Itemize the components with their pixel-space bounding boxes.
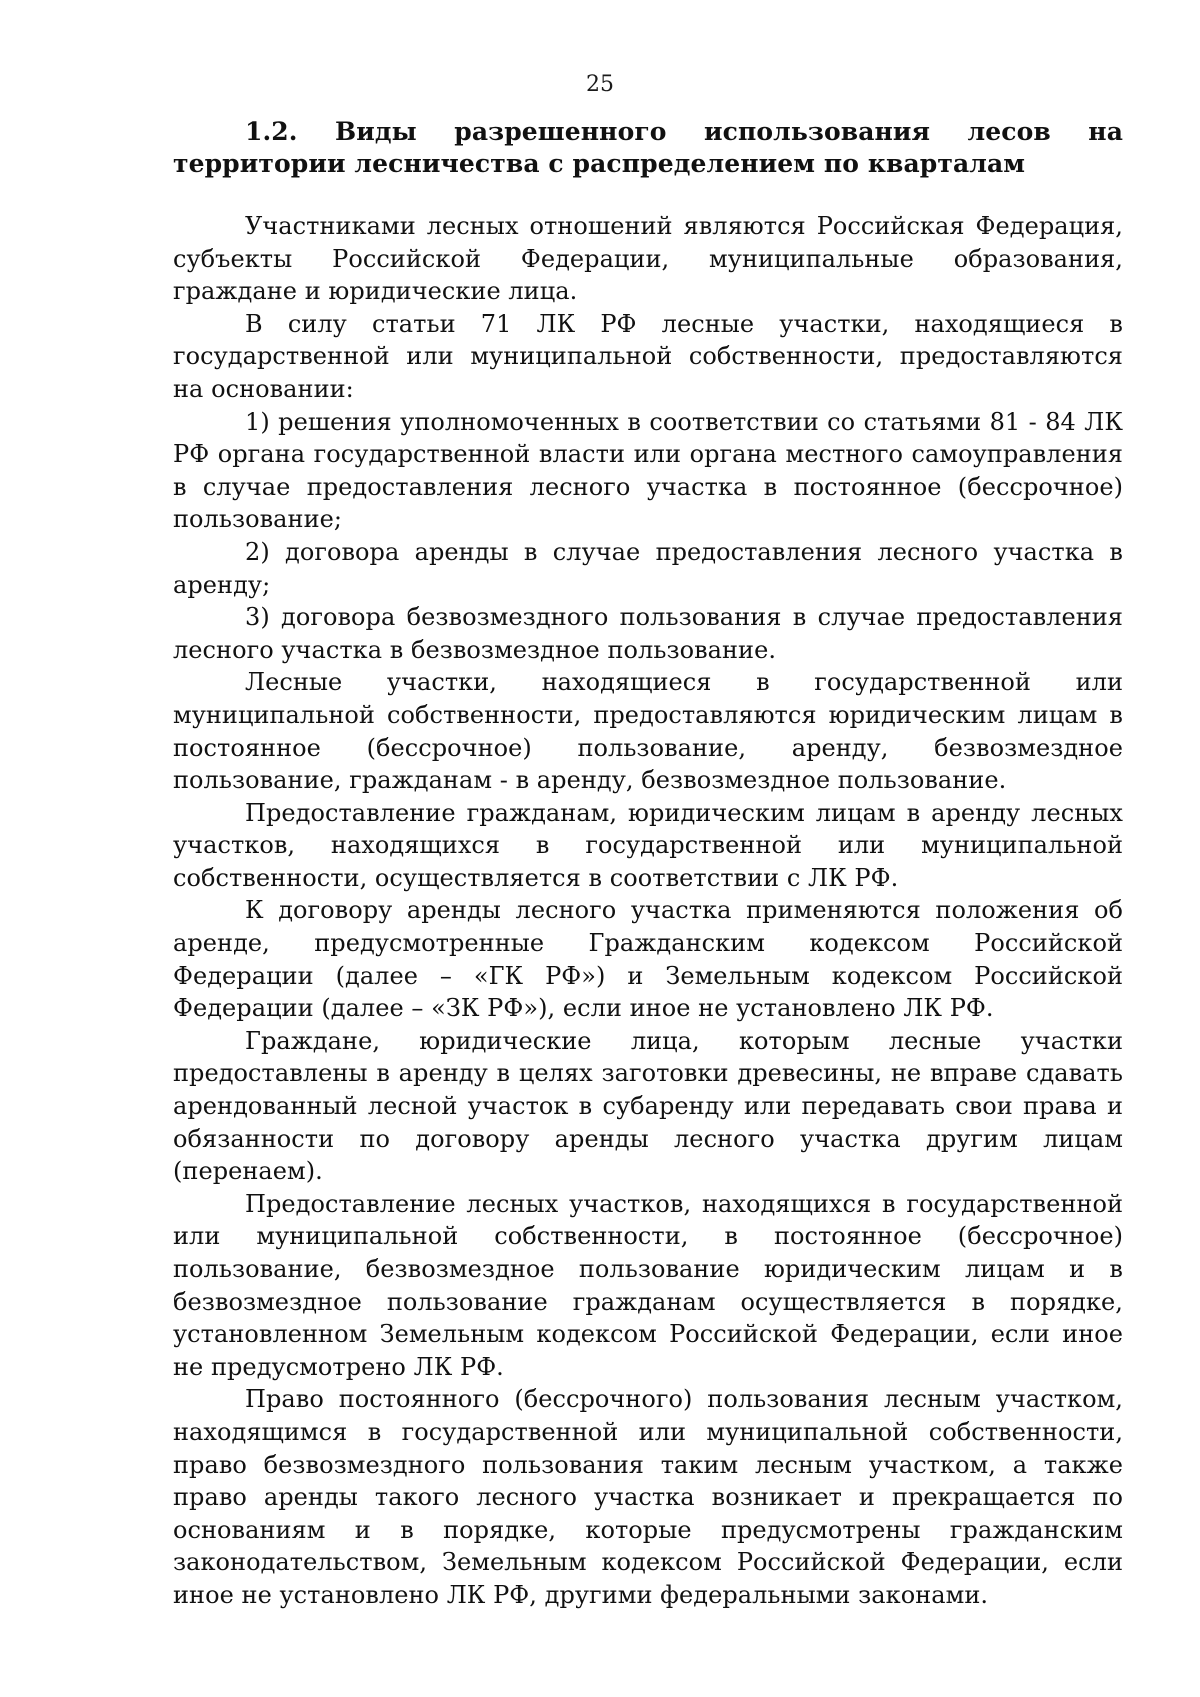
list-item-paragraph: 3) договора безвозмездного пользования в случае предоставления лесного участка в безвозмездное пользование. <box>173 603 1123 664</box>
paragraph: Участниками лесных отношений являются Российская Федерация, субъекты Российской Федерации, муниципальные образования, граждане и юридические лица. <box>173 212 1123 306</box>
paragraph: Граждане, юридические лица, которым лесные участки предоставлены в аренду в целях заготовки древесины, не вправе сдавать арендованный лесной участок в субаренду или передавать свои права и обязанности по договору аренды лесного участка другим лицам (перенаем). <box>173 1026 1123 1186</box>
paragraph: Лесные участки, находящиеся в государственной или муниципальной собственности, предоставляются юридическим лицам в постоянное (бессрочное) пользование, аренду, безвозмездное пользование, гражданам - в аренду, безвозмездное пользование. <box>173 668 1123 795</box>
paragraph: Предоставление лесных участков, находящихся в государственной или муниципальной собственности, в постоянное (бессрочное) пользование, безвозмездное пользование юридическим лицам и в безвозмездное пользование гражданам осуществляется в порядке, установленном Земельным кодексом Российской Федерации, если иное не предусмотрено ЛК РФ. <box>173 1189 1123 1381</box>
paragraph: Право постоянного (бессрочного) пользования лесным участком, находящимся в государственной или муниципальной собственности, право безвозмездного пользования таким лесным участком, а также право аренды такого лесного участка возникает и прекращается по основаниям и в порядке, которые предусмотрены гражданским законодательством, Земельным кодексом Российской Федерации, если иное не установлено ЛК РФ, другими федеральными законами. <box>173 1385 1123 1609</box>
page-number: 25 <box>586 72 614 97</box>
list-item-paragraph: 1) решения уполномоченных в соответствии со статьями 81 - 84 ЛК РФ органа государственной власти или органа местного самоуправления в случае предоставления лесного участка в постоянное (бессрочное) пользование; <box>173 407 1123 534</box>
paragraph: К договору аренды лесного участка применяются положения об аренде, предусмотренные Гражданским кодексом Российской Федерации (далее – «ГК РФ») и Земельным кодексом Российской Федерации (далее – «ЗК РФ»), если иное не установлено ЛК РФ. <box>173 896 1123 1023</box>
section-heading: 1.2. Виды разрешенного использования лесов на территории лесничества с распределением по кварталам <box>173 117 1123 178</box>
paragraph: Предоставление гражданам, юридическим лицам в аренду лесных участков, находящихся в государственной или муниципальной собственности, осуществляется в соответствии с ЛК РФ. <box>173 798 1123 892</box>
document-body <box>173 116 1123 1612</box>
paragraph: В силу статьи 71 ЛК РФ лесные участки, находящиеся в государственной или муниципальной собственности, предоставляются на основании: <box>173 309 1123 403</box>
list-item-paragraph: 2) договора аренды в случае предоставления лесного участка в аренду; <box>173 537 1123 599</box>
